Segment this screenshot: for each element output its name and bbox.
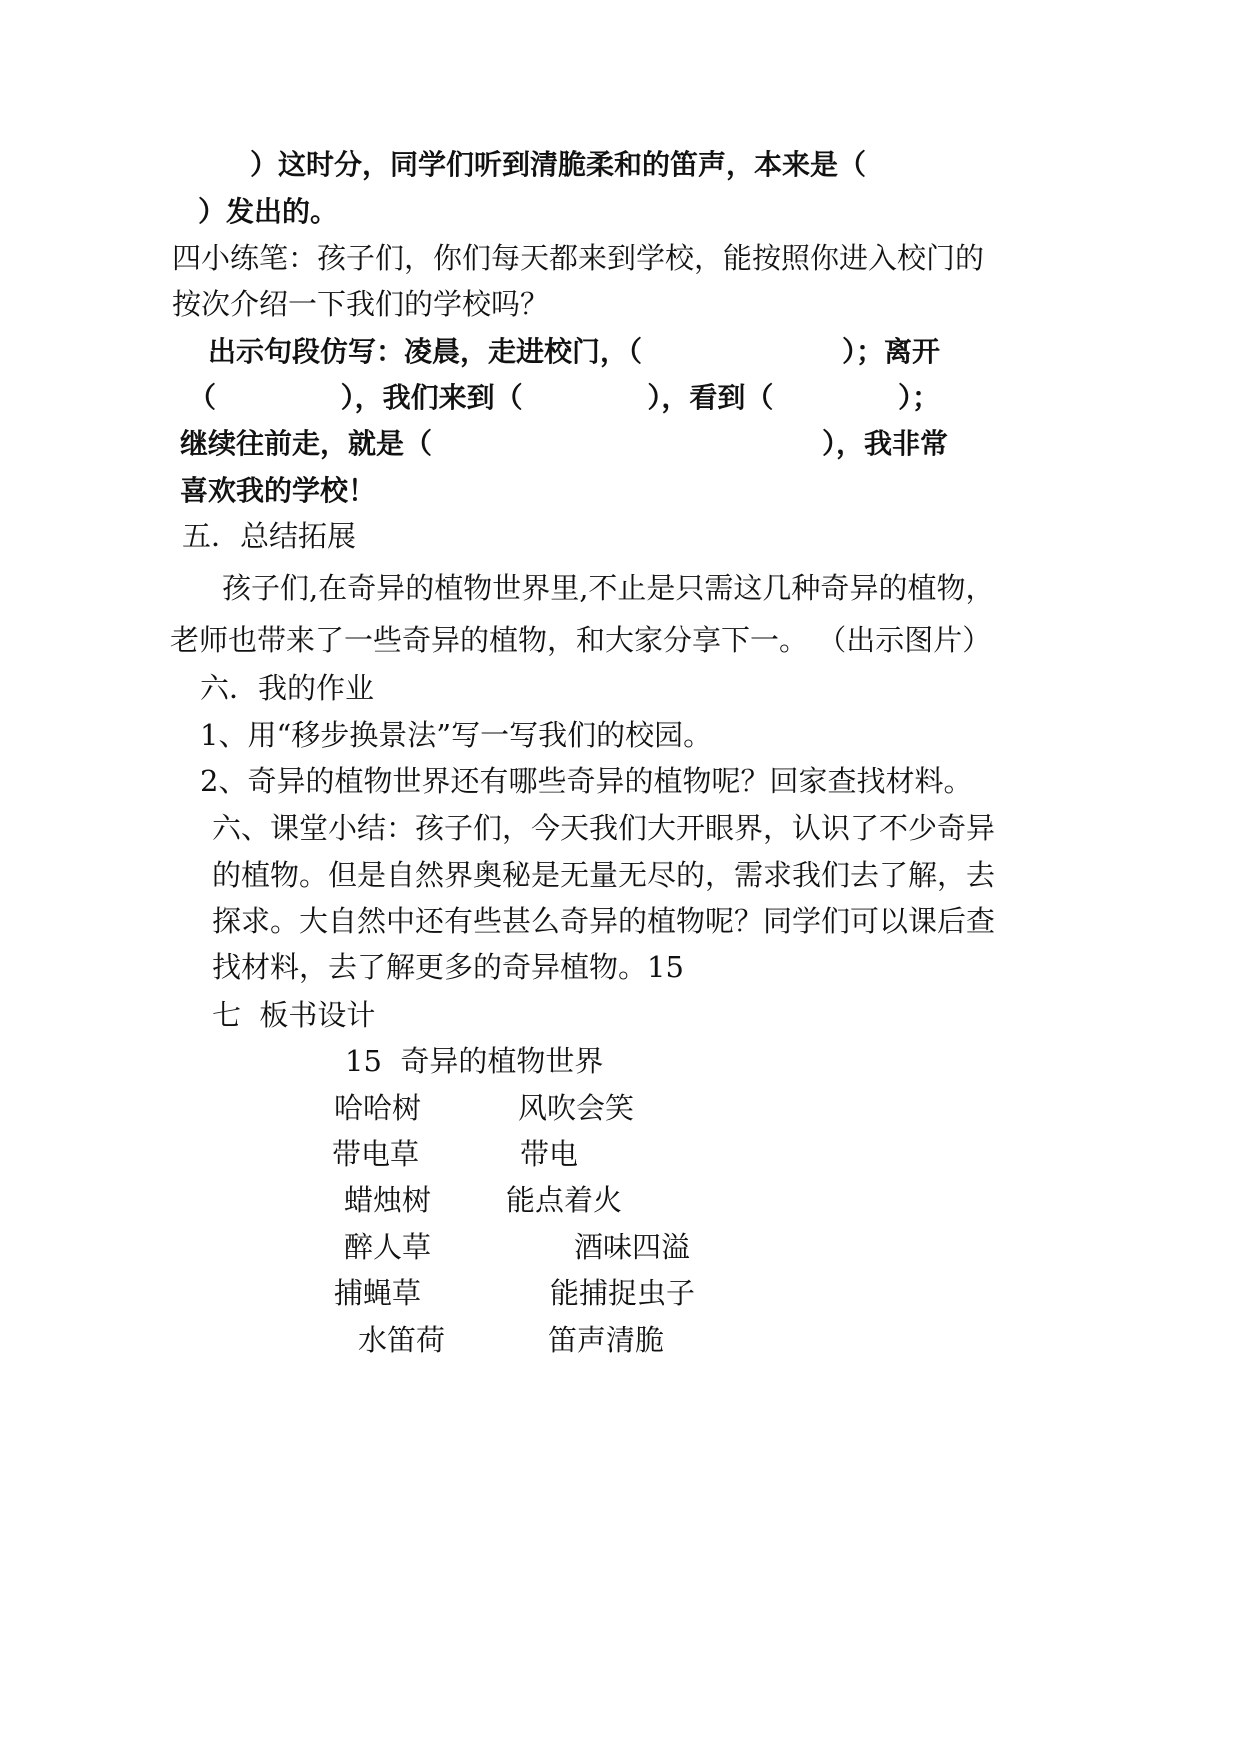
homework-item-2: 2、奇异的植物世界还有哪些奇异的植物呢？回家查找材料。	[200, 764, 973, 798]
board-feature: 能捕捉虫子	[550, 1276, 696, 1310]
imitation-line-4: 喜欢我的学校！	[180, 474, 377, 507]
section4-line-1	[172, 238, 985, 278]
board-plant: 捕蝇草	[334, 1276, 422, 1310]
section5-heading: 五．总结拓展	[182, 519, 357, 553]
section5-para-line-2: 老师也带来了一些奇异的植物，和大家分享下一。 （出示图片）	[170, 623, 992, 657]
section5-para-line-1: 孩子们,在奇异的植物世界里,不止是只需这几种奇异的植物，	[222, 571, 995, 605]
imitation-line-3	[180, 424, 948, 464]
board-plant: 醉人草	[344, 1230, 432, 1264]
board-feature: 笛声清脆	[548, 1323, 665, 1357]
summary-line-2: 的植物。但是自然界奥秘是无量无尽的，需求我们去了解，去	[212, 858, 996, 892]
board-feature: 能点着火	[506, 1183, 623, 1217]
imitation-part: ）；离开	[841, 335, 940, 368]
summary-line-4: 找材料，去了解更多的奇异植物。15	[212, 950, 684, 984]
imitation-part: 继续往前走，就是（	[180, 427, 433, 460]
section4-line-2: 按次介绍一下我们的学校吗？	[172, 287, 550, 321]
board-feature: 带电	[520, 1137, 579, 1171]
imitation-part: ），我非常	[821, 427, 948, 460]
board-feature: 酒味四溢	[574, 1230, 691, 1264]
fill-in-line-1: ）这时分，同学们听到清脆柔和的笛声，本来是（	[250, 148, 867, 181]
imitation-part: ），我们来到（	[340, 381, 523, 414]
board-plant: 蜡烛树	[344, 1183, 432, 1217]
section4-number: 四	[172, 241, 202, 275]
imitation-line-1	[208, 332, 940, 372]
imitation-part: ）；	[897, 381, 940, 414]
summary-line-1: 六、课堂小结：孩子们，今天我们大开眼界，认识了不少奇异	[212, 811, 996, 845]
section4-text: 小练笔：孩子们，你们每天都来到学校，能按照你进入校门的	[201, 241, 985, 275]
board-title: 15 奇异的植物世界	[345, 1044, 604, 1078]
imitation-line-2	[188, 378, 940, 418]
fill-in-line-2: ）发出的。	[198, 195, 339, 228]
homework-item-1: 1、用“移步换景法”写一写我们的校园。	[200, 718, 713, 752]
board-plant: 水笛荷	[358, 1323, 446, 1357]
board-plant: 带电草	[332, 1137, 420, 1171]
board-heading: 七 板书设计	[212, 998, 376, 1032]
summary-line-3: 探求。大自然中还有些甚么奇异的植物呢？同学们可以课后查	[212, 904, 996, 938]
board-plant: 哈哈树	[334, 1091, 422, 1125]
imitation-part: 出示句段仿写：凌晨，走进校门，（	[208, 335, 643, 368]
imitation-part: （	[188, 381, 217, 414]
homework-heading: 六．我的作业	[200, 671, 375, 705]
imitation-part: ），看到（	[647, 381, 774, 414]
board-feature: 风吹会笑	[518, 1091, 635, 1125]
